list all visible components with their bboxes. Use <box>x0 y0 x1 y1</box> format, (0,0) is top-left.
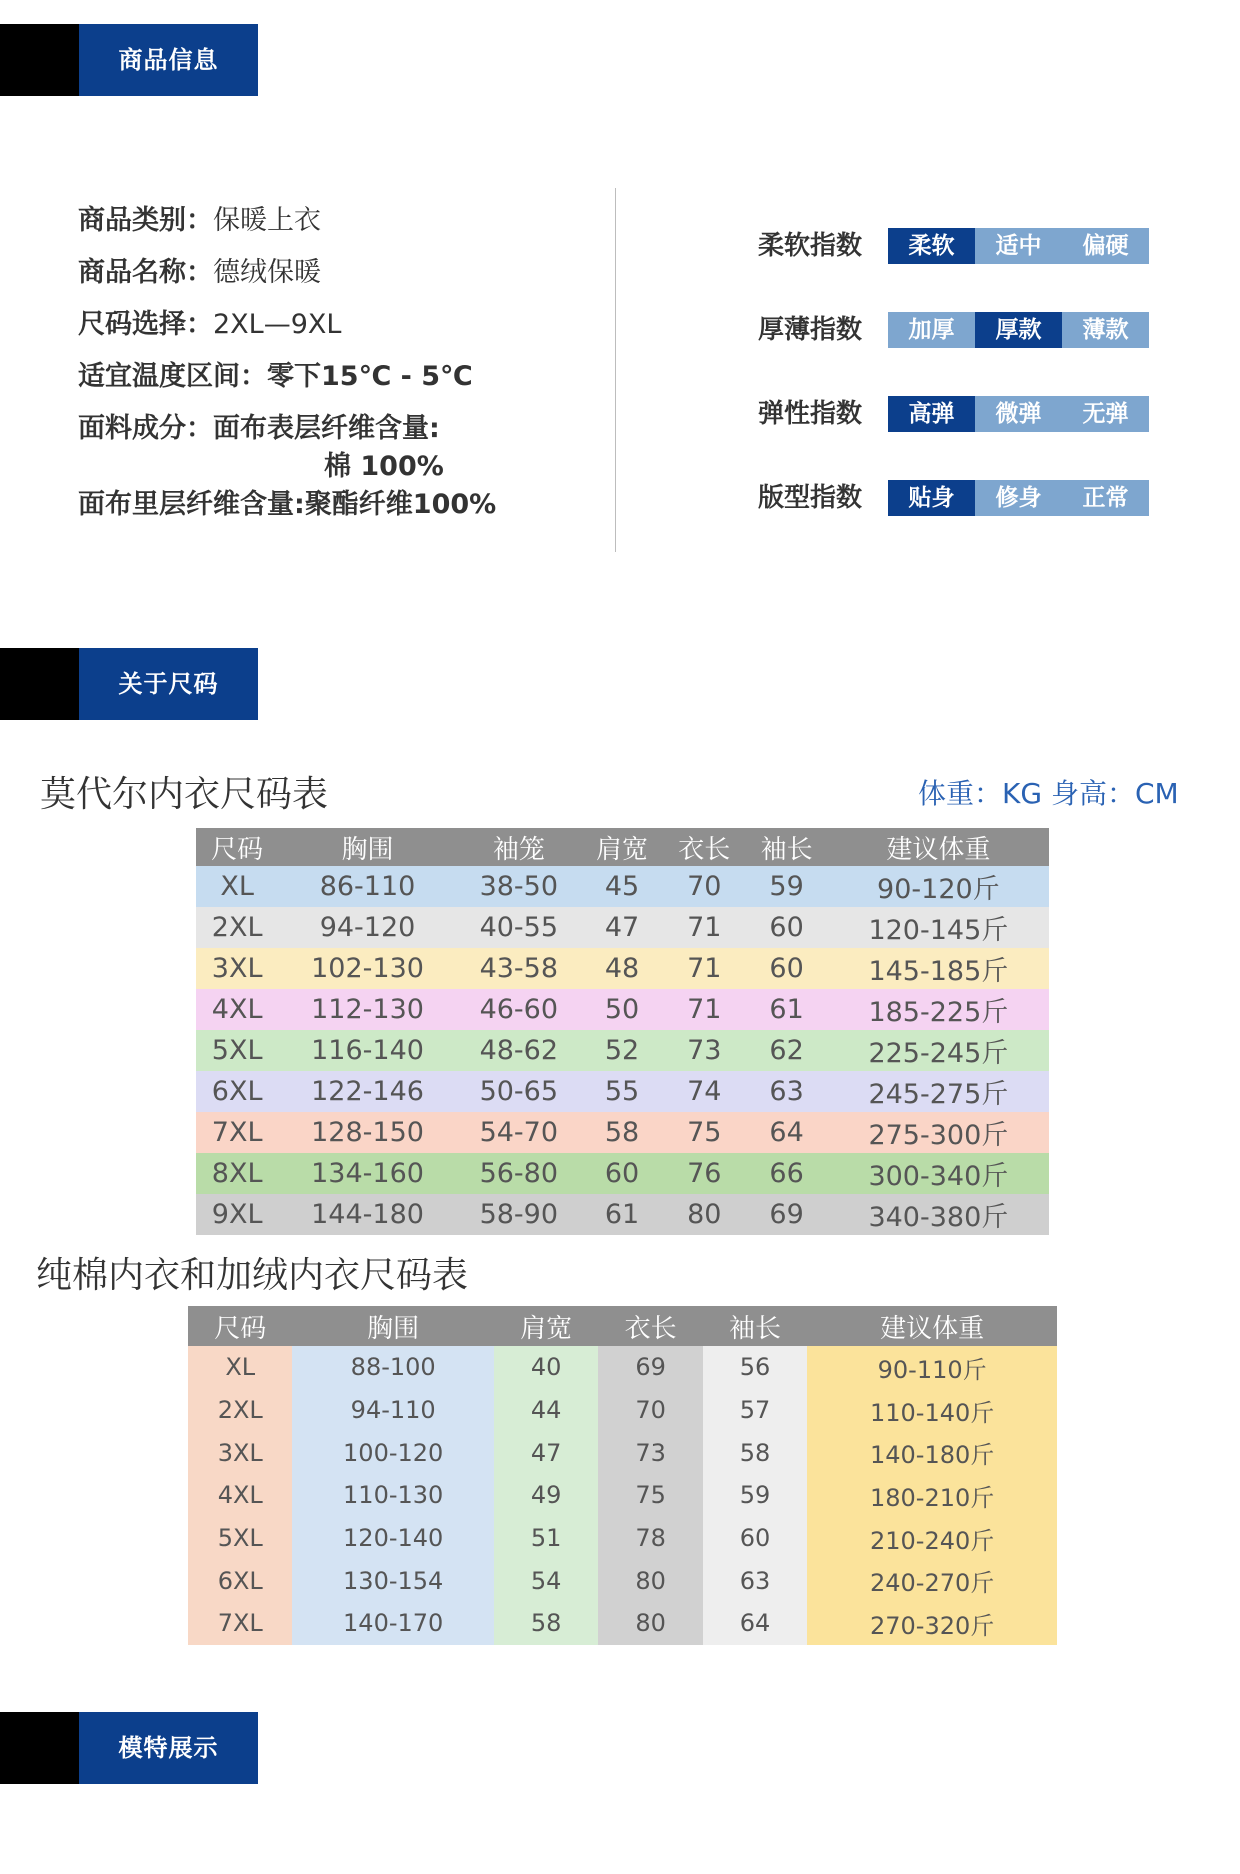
table-cell: 71 <box>687 953 722 984</box>
table-cell: 300-340斤 <box>868 1161 1009 1192</box>
table-row <box>188 1474 1057 1517</box>
table-cell: 90-120斤 <box>877 874 1000 905</box>
table-cell: 86-110 <box>319 871 416 902</box>
table-row <box>196 1030 1049 1071</box>
table-cell: 7XL <box>188 1602 292 1645</box>
vertical-divider <box>615 188 616 552</box>
thickness-option: 厚款 <box>975 312 1062 348</box>
table-cell: 66 <box>769 1158 804 1189</box>
table-cell: 52 <box>604 1035 640 1066</box>
table-cell: 116-140 <box>311 1035 424 1066</box>
table-cell: 90-110斤 <box>807 1346 1057 1389</box>
table-header-cell: 肩宽 <box>581 828 663 866</box>
table-cell: 6XL <box>211 1076 263 1107</box>
table-cell: 76 <box>687 1158 722 1189</box>
section-title: 商品信息 <box>79 24 258 96</box>
table-cell: 58-90 <box>479 1199 559 1230</box>
table-row <box>196 1194 1049 1235</box>
table-header-cell: 衣长 <box>663 828 745 866</box>
table-cell: 60 <box>769 953 804 984</box>
info-fabric-inner: 面布里层纤维含量:聚酯纤维100% <box>78 489 497 520</box>
table-cell: 140-170 <box>292 1602 493 1645</box>
section-title: 模特展示 <box>79 1712 258 1784</box>
table-cell: 110-130 <box>292 1474 493 1517</box>
table-row <box>188 1346 1057 1389</box>
table-cell: 50-65 <box>479 1076 559 1107</box>
elasticity-option: 微弹 <box>975 396 1062 432</box>
table-cell: 71 <box>687 994 722 1025</box>
table-header-cell: 建议体重 <box>828 828 1049 866</box>
table-cell: 61 <box>769 994 804 1025</box>
info-name: 商品名称：德绒保暖 <box>78 257 321 288</box>
table-cell: 62 <box>769 1035 804 1066</box>
section-header-product-info <box>0 24 258 96</box>
table-row <box>188 1517 1057 1560</box>
table-cell: 80 <box>598 1602 702 1645</box>
table-cell: 6XL <box>188 1559 292 1602</box>
table-header-cell: 袖长 <box>703 1306 807 1346</box>
table-cell: 122-146 <box>311 1076 424 1107</box>
index-elasticity: 弹性指数 高弹 微弹 无弹 <box>758 394 1158 434</box>
thickness-option: 薄款 <box>1062 312 1149 348</box>
table-row <box>188 1559 1057 1602</box>
index-fit: 版型指数 贴身 修身 正常 <box>758 478 1158 518</box>
table-cell: 69 <box>598 1346 702 1389</box>
info-temperature: 适宜温度区间：零下15℃ - 5℃ <box>78 361 473 392</box>
table-cell: 58 <box>494 1602 598 1645</box>
table-cell: 120-140 <box>292 1517 493 1560</box>
table-header-cell: 肩宽 <box>494 1306 598 1346</box>
table-cell: 48 <box>604 953 640 984</box>
table-header-cell: 袖笼 <box>457 828 581 866</box>
table-cell: 38-50 <box>479 871 559 902</box>
table-cell: 51 <box>494 1517 598 1560</box>
table-cell: 128-150 <box>311 1117 424 1148</box>
cotton-size-table-title: 纯棉内衣和加绒内衣尺码表 <box>36 1255 469 1296</box>
table-cell: 63 <box>769 1076 804 1107</box>
table-cell: 46-60 <box>479 994 559 1025</box>
table-cell: 180-210斤 <box>807 1474 1057 1517</box>
table-cell: 94-120 <box>319 912 416 943</box>
table-cell: 8XL <box>211 1158 263 1189</box>
table-cell: 240-270斤 <box>807 1559 1057 1602</box>
table-cell: 112-130 <box>311 994 424 1025</box>
header-black-block <box>0 648 79 720</box>
table-cell: 9XL <box>211 1199 263 1230</box>
table-cell: 94-110 <box>292 1389 493 1432</box>
table-cell: 45 <box>604 871 640 902</box>
table-cell: 4XL <box>211 994 263 1025</box>
info-fabric-cotton: 棉 100% <box>324 451 444 482</box>
table-cell: 110-140斤 <box>807 1389 1057 1432</box>
table-cell: 80 <box>598 1559 702 1602</box>
softness-option: 适中 <box>975 228 1062 264</box>
table-cell: 55 <box>604 1076 640 1107</box>
info-fabric: 面料成分：面布表层纤维含量: <box>78 413 440 444</box>
table-cell: 245-275斤 <box>868 1079 1009 1110</box>
table-cell: 61 <box>604 1199 640 1230</box>
table-cell: 48-62 <box>479 1035 559 1066</box>
table-header-cell: 衣长 <box>598 1306 702 1346</box>
index-thickness: 厚薄指数 加厚 厚款 薄款 <box>758 310 1158 350</box>
table-row <box>188 1602 1057 1645</box>
modal-size-table <box>196 828 1049 1235</box>
table-cell: 47 <box>604 912 640 943</box>
table-cell: 134-160 <box>311 1158 424 1189</box>
table-cell: 3XL <box>188 1431 292 1474</box>
table-cell: 70 <box>687 871 722 902</box>
table-cell: 130-154 <box>292 1559 493 1602</box>
table-cell: 64 <box>769 1117 804 1148</box>
elasticity-option: 无弹 <box>1062 396 1149 432</box>
table-row <box>196 948 1049 989</box>
table-cell: 270-320斤 <box>807 1602 1057 1645</box>
info-category: 商品类别：保暖上衣 <box>78 205 321 236</box>
table-cell: 145-185斤 <box>868 956 1009 987</box>
table-row <box>196 1071 1049 1112</box>
table-cell: 58 <box>604 1117 640 1148</box>
modal-size-table-title: 莫代尔内衣尺码表 <box>40 774 329 815</box>
section-header-about-size <box>0 648 258 720</box>
header-black-block <box>0 1712 79 1784</box>
table-cell: XL <box>188 1346 292 1389</box>
table-header-cell: 建议体重 <box>807 1306 1057 1346</box>
softness-option: 偏硬 <box>1062 228 1149 264</box>
table-cell: 59 <box>769 871 804 902</box>
table-cell: 3XL <box>211 953 263 984</box>
table-cell: 40 <box>494 1346 598 1389</box>
table-cell: 54 <box>494 1559 598 1602</box>
fit-option: 修身 <box>975 480 1062 516</box>
table-cell: 58 <box>703 1431 807 1474</box>
table-cell: 75 <box>687 1117 722 1148</box>
table-cell: 44 <box>494 1389 598 1432</box>
fit-option: 贴身 <box>888 480 975 516</box>
table-row <box>196 866 1049 907</box>
table-cell: 74 <box>687 1076 722 1107</box>
table-header-cell: 袖长 <box>745 828 827 866</box>
table-cell: 56-80 <box>479 1158 559 1189</box>
table-cell: XL <box>220 871 254 902</box>
section-header-model-show <box>0 1712 258 1784</box>
table-header-cell: 尺码 <box>188 1306 292 1346</box>
table-cell: 73 <box>687 1035 722 1066</box>
table-cell: 69 <box>769 1199 804 1230</box>
table-row <box>196 1153 1049 1194</box>
cotton-size-table <box>188 1306 1057 1645</box>
table-cell: 185-225斤 <box>868 997 1009 1028</box>
unit-note: 体重：KG 身高：CM <box>918 777 1179 810</box>
info-size-range: 尺码选择：2XL—9XL <box>78 309 342 340</box>
table-cell: 102-130 <box>311 953 424 984</box>
table-cell: 63 <box>703 1559 807 1602</box>
table-row <box>188 1389 1057 1432</box>
section-title: 关于尺码 <box>79 648 258 720</box>
table-cell: 340-380斤 <box>868 1202 1009 1233</box>
table-header-cell: 胸围 <box>292 1306 493 1346</box>
table-cell: 120-145斤 <box>868 915 1009 946</box>
table-cell: 100-120 <box>292 1431 493 1474</box>
fit-option: 正常 <box>1062 480 1149 516</box>
table-row <box>196 1112 1049 1153</box>
index-softness: 柔软指数 柔软 适中 偏硬 <box>758 226 1158 266</box>
softness-option: 柔软 <box>888 228 975 264</box>
table-cell: 73 <box>598 1431 702 1474</box>
table-cell: 59 <box>703 1474 807 1517</box>
table-cell: 210-240斤 <box>807 1517 1057 1560</box>
table-row <box>196 989 1049 1030</box>
table-cell: 43-58 <box>479 953 559 984</box>
table-cell: 64 <box>703 1602 807 1645</box>
table-cell: 2XL <box>211 912 263 943</box>
table-cell: 60 <box>769 912 804 943</box>
table-cell: 50 <box>604 994 640 1025</box>
table-header-cell: 胸围 <box>278 828 456 866</box>
table-cell: 225-245斤 <box>868 1038 1009 1069</box>
table-cell: 140-180斤 <box>807 1431 1057 1474</box>
table-cell: 78 <box>598 1517 702 1560</box>
table-row <box>196 907 1049 948</box>
table-cell: 70 <box>598 1389 702 1432</box>
table-cell: 60 <box>604 1158 640 1189</box>
table-cell: 144-180 <box>311 1199 424 1230</box>
table-header-cell: 尺码 <box>196 828 278 866</box>
table-cell: 5XL <box>188 1517 292 1560</box>
elasticity-option: 高弹 <box>888 396 975 432</box>
table-cell: 71 <box>687 912 722 943</box>
table-cell: 56 <box>703 1346 807 1389</box>
table-cell: 80 <box>687 1199 722 1230</box>
table-cell: 275-300斤 <box>868 1120 1009 1151</box>
table-cell: 54-70 <box>479 1117 559 1148</box>
thickness-option: 加厚 <box>888 312 975 348</box>
table-cell: 7XL <box>211 1117 263 1148</box>
table-row <box>188 1431 1057 1474</box>
table-cell: 47 <box>494 1431 598 1474</box>
table-cell: 88-100 <box>292 1346 493 1389</box>
table-cell: 57 <box>703 1389 807 1432</box>
table-cell: 5XL <box>211 1035 263 1066</box>
table-cell: 2XL <box>188 1389 292 1432</box>
table-cell: 4XL <box>188 1474 292 1517</box>
table-cell: 60 <box>703 1517 807 1560</box>
table-cell: 75 <box>598 1474 702 1517</box>
header-black-block <box>0 24 79 96</box>
table-cell: 40-55 <box>479 912 559 943</box>
table-cell: 49 <box>494 1474 598 1517</box>
